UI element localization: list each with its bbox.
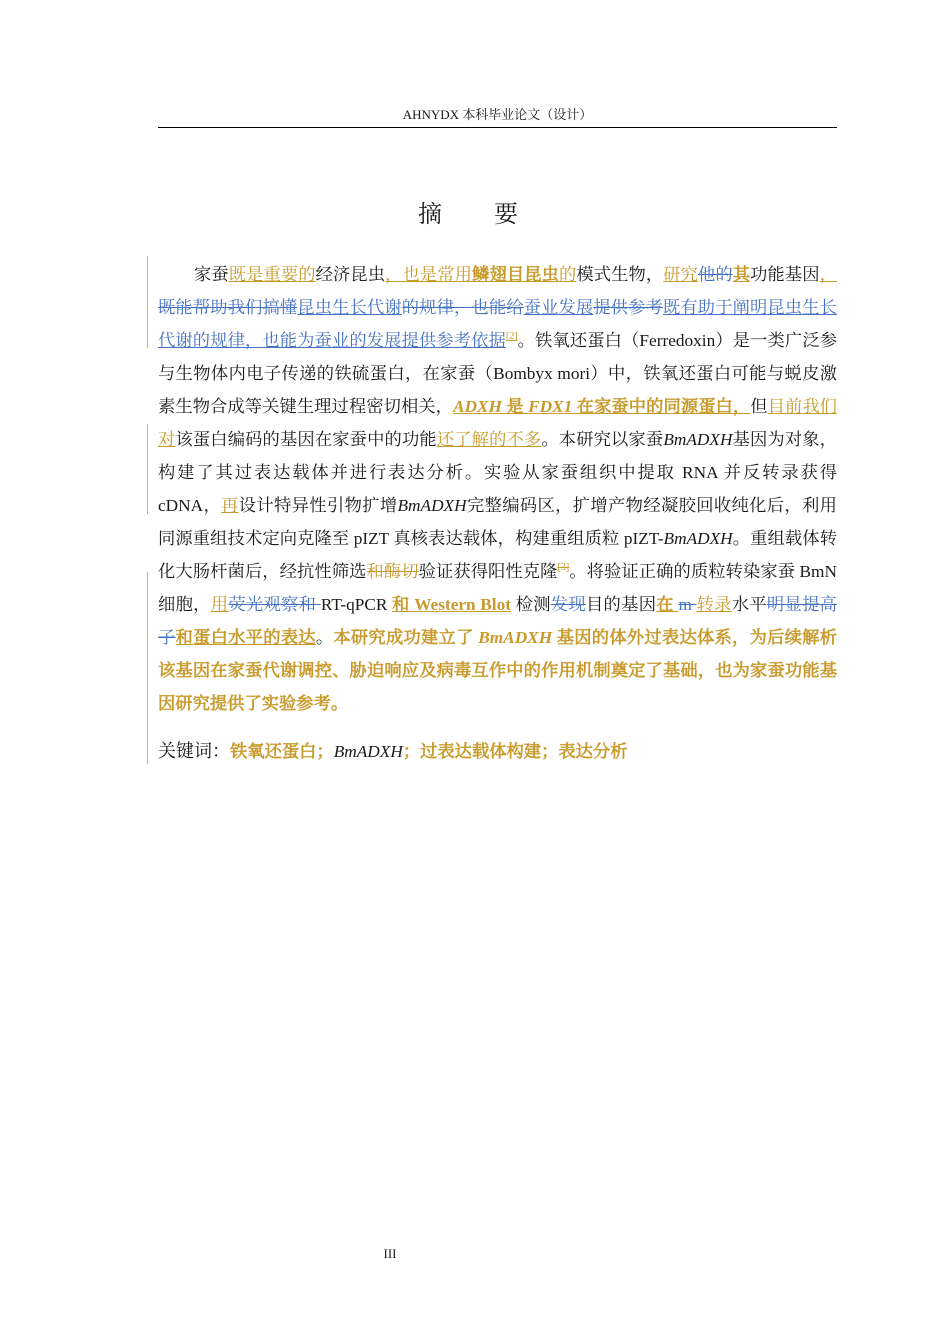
revision-bar xyxy=(147,256,148,348)
keywords-label: 关键词： xyxy=(158,741,230,762)
keyword: BmADXH xyxy=(333,742,403,761)
running-header: AHNYDX 本科毕业论文（设计） xyxy=(158,104,837,128)
abstract-paragraph: 家蚕既是重要的经济昆虫，也是常用鳞翅目昆虫的模式生物，研究他的其功能基因，既能帮助我们搞懂昆虫生长代谢的规律，也能给蚕业发展提供参考既有助于阐明昆虫生长代谢的规律，也能为蚕业的发展提供参考依据[2]。铁氧还蛋白（Ferredoxin）是一类广泛参与生物体内电子传递的铁硫蛋白，在家蚕（Bombyx mori）中，铁氧还蛋白可能与蜕皮激素生物合成等关键生理过程密切相关，ADXH 是 FDX1 在家蚕中的同源蛋白，但目前我们对该蛋白编码的基因在家蚕中的功能还了解的不多。本研究以家蚕BmADXH基因为对象，构建了其过表达载体并进行表达分析。实验从家蚕组织中提取 RNA 并反转录获得 cDNA，再设计特异性引物扩增BmADXH完整编码区，扩增产物经凝胶回收纯化后，利用同源重组技术定向克隆至 pIZT 真核表达载体，构建重组质粒 pIZT-BmADXH。重组载体转化大肠杆菌后，经抗性筛选和酶切验证获得阳性克隆[3]。将验证正确的质粒转染家蚕 BmN 细胞，用荧光观察和 RT-qPCR 和 Western Blot 检测发现目的基因在 m 转录水平明显提高子和蛋白水平的表达。本研究成功建立了 BmADXH 基因的体外过表达体系，为后续解析该基因在家蚕代谢调控、胁迫响应及病毒互作中的作用机制奠定了基础，也为家蚕功能基因研究提供了实验参考。 xyxy=(158,265,837,713)
keyword: 铁氧还蛋白； xyxy=(230,742,334,761)
keyword: ；过表达载体构建；表达分析 xyxy=(402,742,628,761)
revision-bar xyxy=(147,424,148,514)
keywords-line xyxy=(158,737,837,767)
page-number: III xyxy=(383,1246,397,1261)
revision-bar xyxy=(147,572,148,764)
page-title: 摘 要 xyxy=(418,200,532,228)
